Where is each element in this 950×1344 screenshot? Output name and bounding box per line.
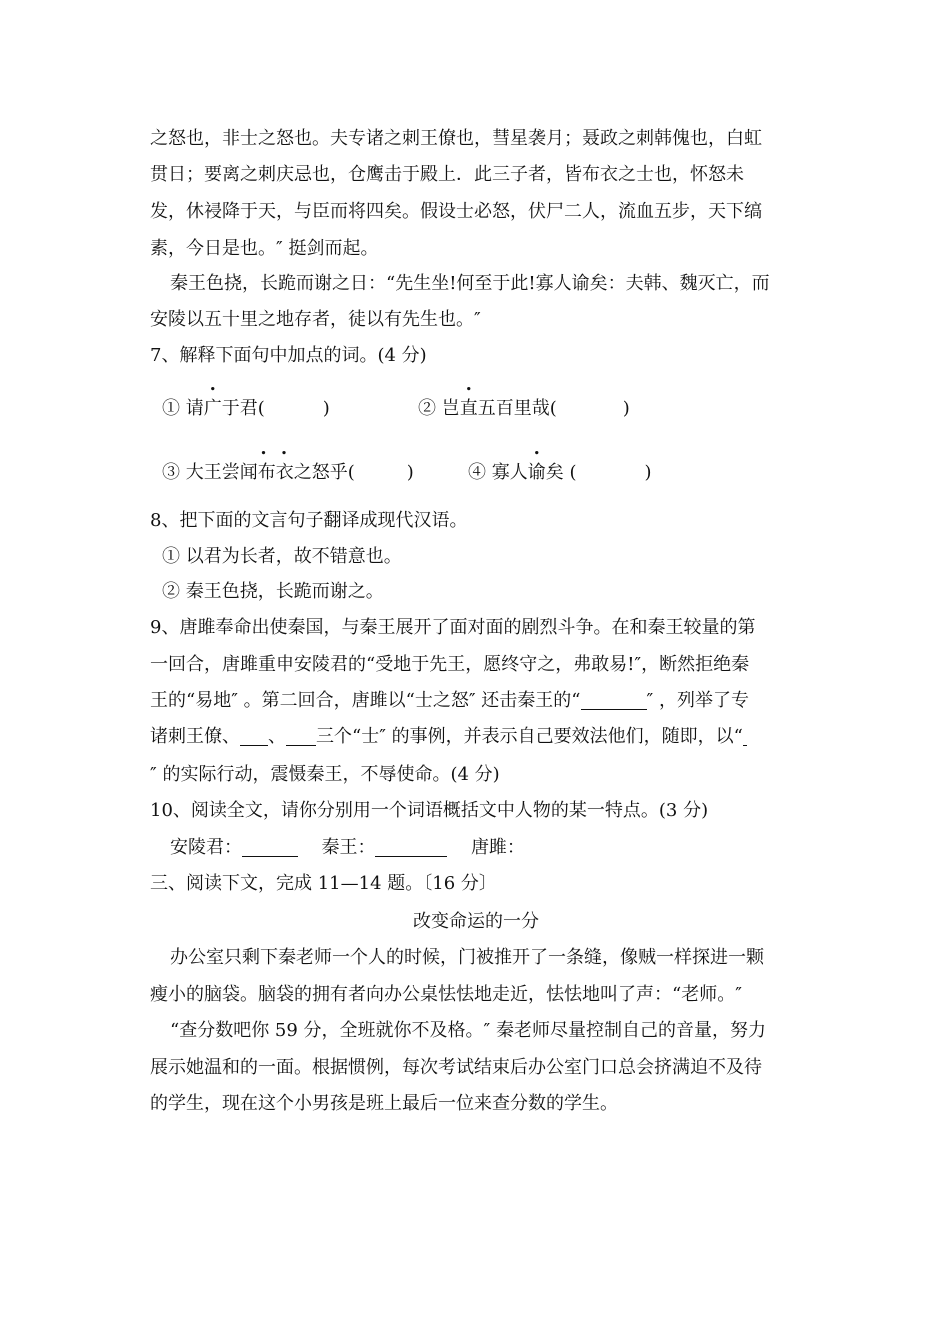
passage-line: 发，休祲降于天，与臣而将四矣。假设士必怒，伏尸二人，流血五步，天下缟 xyxy=(150,201,762,222)
article-line: “查分数吧你 59 分，全班就你不及格。″ 秦老师尽量控制自己的音量，努力 xyxy=(170,1020,766,1041)
dotted-word: 直 xyxy=(459,398,478,419)
passage-line: 素，今日是也。″ 挺剑而起。 xyxy=(150,238,379,259)
article-line: 瘦小的脑袋。脑袋的拥有者向办公桌怯怯地走近，怯怯地叫了声：“老师。″ xyxy=(150,984,742,1005)
q9-blank-1[interactable] xyxy=(581,689,647,710)
q8-stem: 8、把下面的文言句子翻译成现代汉语。 xyxy=(150,510,468,531)
article-line: 的学生，现在这个小男孩是班上最后一位来查分数的学生。 xyxy=(150,1093,618,1114)
dotted-word: 谕 xyxy=(527,462,546,483)
q7-item-1: ① 请广于君( ) xyxy=(162,398,330,419)
dotted-word: . . 布衣 xyxy=(258,462,294,483)
q9-line: ″ 的实际行动，震慑秦王，不辱使命。(4 分) xyxy=(150,764,500,785)
passage-line: 贯日；要离之刺庆忌也，仓鹰击于殿上．此三子者，皆布衣之士也，怀怒未 xyxy=(150,164,744,185)
q7-item-3: ③ 大王尝闻. . 布衣之怒乎( ) xyxy=(162,454,414,492)
q9-line: 一回合，唐雎重申安陵君的“受地于先王，愿终守之，弗敢易!″，断然拒绝秦 xyxy=(150,654,750,675)
passage-line: 安陵以五十里之地存者，徒以有先生也。″ xyxy=(150,309,481,330)
q9-line: 9、唐雎奉命出使秦国，与秦王展开了面对面的剧烈斗争。在和秦王较量的第 xyxy=(150,617,756,638)
q8-item: ② 秦王色挠，长跪而谢之。 xyxy=(162,581,384,602)
q7-stem: 7、解释下面句中加点的词。(4 分) xyxy=(150,345,427,366)
article-title: 改变命运的一分 xyxy=(413,911,539,932)
article-line: 展示她温和的一面。根据惯例，每次考试结束后办公室门口总会挤满迫不及待 xyxy=(150,1057,762,1078)
q10-blank-2[interactable] xyxy=(375,836,447,857)
q8-item: ① 以君为长者，故不错意也。 xyxy=(162,546,402,567)
dotted-word: 广 xyxy=(203,398,222,419)
q9-blank-2[interactable] xyxy=(240,725,268,746)
q7-item-4: ④ 寡人谕矣 ( ) xyxy=(468,462,652,483)
q10-stem: 10、阅读全文，请你分别用一个词语概括文中人物的某一特点。(3 分) xyxy=(150,800,709,821)
q9-blank-4[interactable] xyxy=(743,725,747,746)
section3-heading: 三、阅读下文，完成 11—14 题。〔16 分〕 xyxy=(150,873,497,894)
q9-line: 诸刺王僚、 、 三个“士″ 的事例，并表示自己要效法他们，随即，以“ xyxy=(150,718,747,756)
passage-line: 之怒也，非士之怒也。夫专诸之刺王僚也，彗星袭月；聂政之刺韩傀也，白虹 xyxy=(150,128,762,149)
q9-line: 王的“易地″ 。第二回合，唐雎以“士之怒″ 还击秦王的“ ″ ，列举了专 xyxy=(150,690,749,711)
q7-item-2: ② 岂直五百里哉( ) xyxy=(418,398,630,419)
q10-answers: 安陵君： 秦王： 唐雎： xyxy=(170,837,525,858)
article-line: 办公室只剩下秦老师一个人的时候，门被推开了一条缝，像贼一样探进一颗 xyxy=(170,947,764,968)
q10-blank-1[interactable] xyxy=(242,836,298,857)
q9-blank-3[interactable] xyxy=(286,725,316,746)
passage-line: 秦王色挠，长跪而谢之日：“先生坐!何至于此!寡人谕矣：夫韩、魏灭亡，而 xyxy=(170,273,770,294)
